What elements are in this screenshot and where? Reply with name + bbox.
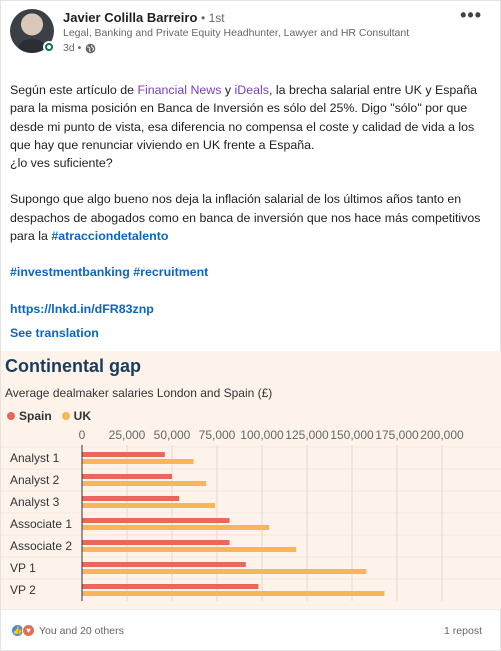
post-text bbox=[10, 81, 490, 318]
bar-spain bbox=[82, 584, 258, 589]
category-label: Analyst 1 bbox=[10, 451, 60, 465]
reposts-count[interactable]: 1 repost bbox=[444, 625, 482, 637]
love-reaction-icon: ♥ bbox=[22, 624, 35, 637]
more-options-button[interactable]: ••• bbox=[460, 5, 482, 25]
chart-image[interactable] bbox=[1, 351, 501, 609]
see-translation-button[interactable]: See translation bbox=[10, 326, 99, 340]
x-tick-label: 0 bbox=[78, 429, 86, 442]
category-label: Analyst 3 bbox=[10, 495, 60, 509]
x-tick-label: 50,000 bbox=[153, 429, 191, 442]
bar-spain bbox=[82, 518, 230, 523]
hashtag-link[interactable]: #atracciondetalento bbox=[51, 229, 169, 244]
category-label: VP 2 bbox=[10, 583, 36, 597]
text-segment: y bbox=[221, 83, 235, 97]
post-paragraph-2 bbox=[10, 190, 490, 245]
chart-legend bbox=[7, 409, 91, 423]
bar-chart bbox=[1, 429, 501, 609]
connection-degree: • 1st bbox=[201, 11, 225, 25]
author-name-link[interactable] bbox=[63, 10, 225, 25]
chart-subtitle: Average dealmaker salaries London and Spain (£) bbox=[5, 386, 273, 400]
post-time: 3d • bbox=[63, 42, 82, 54]
globe-icon bbox=[85, 43, 96, 54]
bar-uk bbox=[82, 503, 215, 508]
x-tick-label: 100,000 bbox=[240, 429, 284, 442]
author-avatar[interactable] bbox=[10, 9, 54, 53]
bar-uk bbox=[82, 591, 384, 596]
post-question: ¿lo ves suficiente? bbox=[10, 156, 113, 171]
online-status-icon bbox=[43, 41, 55, 53]
article-url-link[interactable]: https://lnkd.in/dFR83znp bbox=[10, 301, 154, 316]
x-tick-label: 175,000 bbox=[375, 429, 419, 442]
text-segment: Supongo que algo bueno nos deja la inflación salarial de los últimos años tanto en despachos de abogados como en banca de inversión que nos hace más competitivos para la bbox=[10, 192, 481, 244]
category-label: Associate 1 bbox=[10, 517, 73, 531]
author-headline: Legal, Banking and Private Equity Headhunter, Lawyer and HR Consultant bbox=[63, 27, 410, 39]
bar-uk bbox=[82, 525, 269, 530]
hashtags-link[interactable]: #investmentbanking #recruitment bbox=[10, 265, 209, 280]
post-paragraph-1 bbox=[10, 81, 490, 154]
legend-label-uk: UK bbox=[73, 409, 92, 423]
legend-swatch-uk bbox=[62, 412, 70, 420]
bar-uk bbox=[82, 459, 194, 464]
legend-label-spain: Spain bbox=[19, 409, 52, 423]
like-reaction-icon: 👍 bbox=[12, 626, 23, 635]
ideals-link[interactable]: iDeals bbox=[234, 83, 269, 97]
legend-item-spain bbox=[7, 409, 52, 423]
bar-spain bbox=[82, 452, 165, 457]
bar-uk bbox=[82, 569, 366, 574]
social-counts-bar bbox=[1, 609, 501, 651]
category-label: Associate 2 bbox=[10, 539, 73, 553]
x-tick-label: 25,000 bbox=[108, 429, 146, 442]
bar-uk bbox=[82, 481, 206, 486]
chart-title: Continental gap bbox=[5, 356, 141, 376]
bar-spain bbox=[82, 474, 172, 479]
legend-item-uk bbox=[62, 409, 91, 423]
x-tick-label: 125,000 bbox=[285, 429, 329, 442]
bar-spain bbox=[82, 540, 230, 545]
x-tick-label: 150,000 bbox=[330, 429, 374, 442]
post-meta bbox=[63, 42, 96, 54]
legend-swatch-spain bbox=[7, 412, 15, 420]
bar-spain bbox=[82, 562, 246, 567]
bar-uk bbox=[82, 547, 296, 552]
bar-spain bbox=[82, 496, 179, 501]
category-label: VP 1 bbox=[10, 561, 36, 575]
reactions-count[interactable] bbox=[11, 624, 124, 637]
text-segment: , la brecha salarial entre UK y España para la misma posición en Banca de Inversión es sólo del 25%. Digo "sólo" por que desde mi punto de vista, esa diferencia no compensa el coste y calidad de vida a los que hay que renunciar viviendo en UK frente a España. bbox=[10, 83, 477, 152]
x-tick-label: 75,000 bbox=[198, 429, 236, 442]
category-label: Analyst 2 bbox=[10, 473, 60, 487]
financial-news-link[interactable]: Financial News bbox=[137, 83, 222, 97]
text-segment: Según este artículo de bbox=[10, 83, 138, 97]
reactions-text[interactable]: You and 20 others bbox=[39, 624, 124, 637]
author-name[interactable]: Javier Colilla Barreiro bbox=[63, 10, 198, 25]
x-tick-label: 200,000 bbox=[420, 429, 464, 442]
